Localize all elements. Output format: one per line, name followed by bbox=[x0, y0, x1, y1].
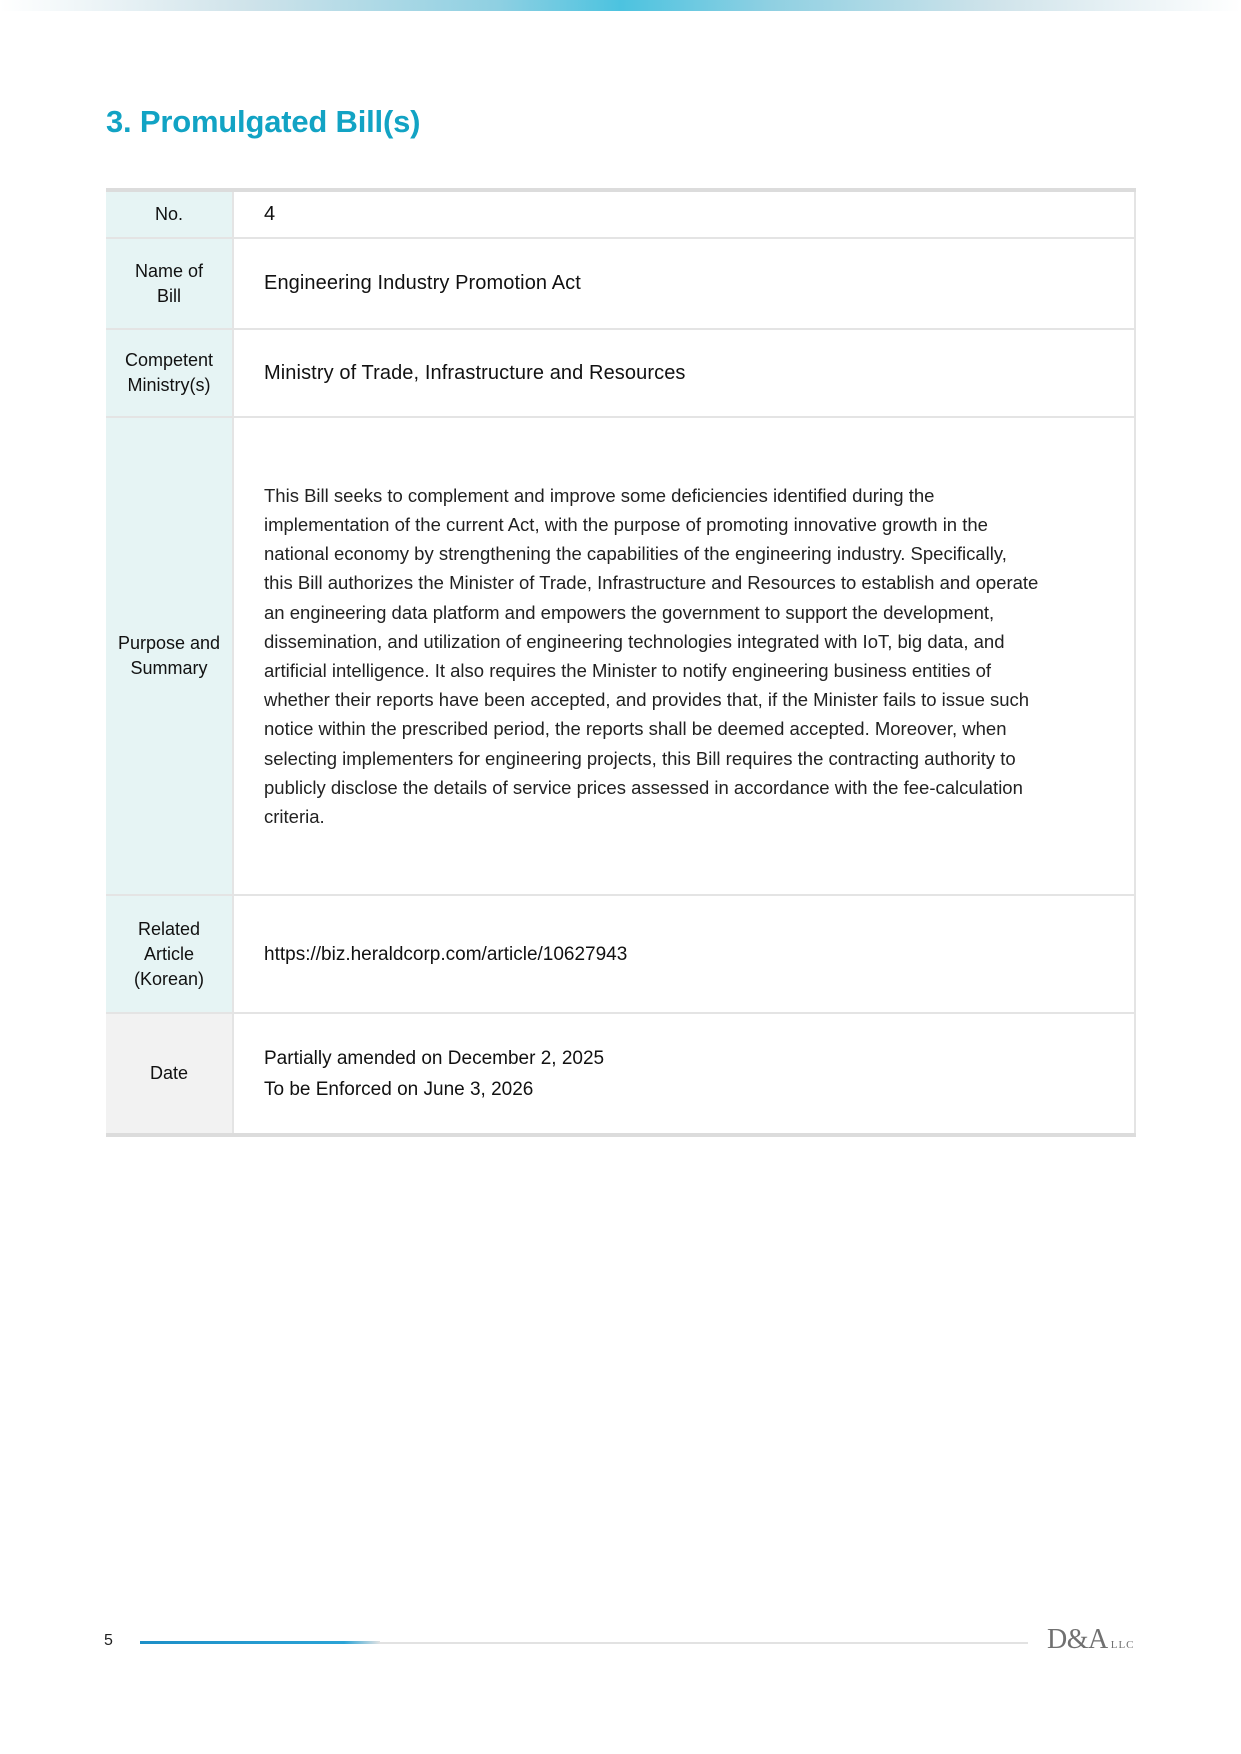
purpose-value bbox=[233, 417, 1135, 895]
company-logo bbox=[1047, 1624, 1135, 1656]
purpose-paragraph bbox=[264, 481, 1094, 831]
section-title: 3. Promulgated Bill(s) bbox=[106, 104, 421, 139]
purpose-line: This Bill seeks to complement and improve some deficiencies identified during the bbox=[264, 484, 935, 506]
article-label bbox=[106, 895, 233, 1013]
logo-text: D&A bbox=[1047, 1624, 1108, 1655]
article-link[interactable]: https://biz.heraldcorp.com/article/10627943 bbox=[264, 943, 628, 965]
date-value bbox=[233, 1013, 1135, 1135]
purpose-line: dissemination, and utilization of engineering technologies integrated with IoT, big data, and bbox=[264, 630, 1005, 652]
bill-table bbox=[106, 188, 1136, 1137]
table-row-name bbox=[106, 238, 1135, 329]
date-enforced: To be Enforced on June 3, 2026 bbox=[264, 1078, 534, 1100]
purpose-line: whether their reports have been accepted, and provides that, if the Minister fails to issue such bbox=[264, 689, 1030, 711]
logo-suffix: LLC bbox=[1110, 1639, 1135, 1651]
ministry-value: Ministry of Trade, Infrastructure and Resources bbox=[233, 329, 1135, 417]
table-row-article bbox=[106, 895, 1135, 1013]
page-number: 5 bbox=[104, 1632, 113, 1649]
name-label-line-2: Bill bbox=[156, 285, 181, 306]
footer-progress-accent bbox=[140, 1641, 380, 1644]
article-label-line-1: Related bbox=[137, 918, 201, 939]
table-row-date bbox=[106, 1013, 1135, 1135]
purpose-line: implementation of the current Act, with the purpose of promoting innovative growth in the bbox=[264, 513, 988, 535]
purpose-line: national economy by strengthening the capabilities of the engineering industry. Specifically, bbox=[264, 543, 1007, 565]
no-value: 4 bbox=[233, 190, 1135, 238]
no-label: No. bbox=[106, 190, 233, 238]
purpose-line: selecting implementers for engineering projects, this Bill requires the contracting authority to bbox=[264, 747, 1016, 769]
table-row-ministry bbox=[106, 329, 1135, 417]
table-row-no bbox=[106, 190, 1135, 238]
name-label bbox=[106, 238, 233, 329]
purpose-line: criteria. bbox=[264, 806, 325, 828]
article-label-line-2: Article bbox=[143, 943, 194, 964]
date-label: Date bbox=[106, 1013, 233, 1135]
date-amended: Partially amended on December 2, 2025 bbox=[264, 1047, 605, 1069]
purpose-label-line-2: Summary bbox=[130, 658, 208, 678]
name-label-line-1: Name of bbox=[134, 260, 204, 281]
table-row-purpose bbox=[106, 417, 1135, 895]
article-value bbox=[233, 895, 1135, 1013]
purpose-line: an engineering data platform and empowers the government to support the development, bbox=[264, 601, 995, 623]
purpose-label-line-1: Purpose and bbox=[117, 633, 221, 653]
bill-name-value: Engineering Industry Promotion Act bbox=[233, 238, 1135, 329]
top-gradient-bar bbox=[0, 0, 1241, 11]
ministry-label bbox=[106, 329, 233, 417]
purpose-label bbox=[106, 417, 233, 895]
purpose-line: publicly disclose the details of service prices assessed in accordance with the fee-calculation bbox=[264, 776, 1023, 798]
article-label-line-3: (Korean) bbox=[133, 968, 205, 989]
purpose-line: this Bill authorizes the Minister of Trade, Infrastructure and Resources to establish and operate bbox=[264, 572, 1039, 594]
ministry-label-line-1: Competent bbox=[124, 350, 214, 370]
purpose-line: notice within the prescribed period, the reports shall be deemed accepted. Moreover, when bbox=[264, 718, 1007, 740]
purpose-line: artificial intelligence. It also requires the Minister to notify engineering business entities of bbox=[264, 660, 992, 681]
ministry-label-line-2: Ministry(s) bbox=[127, 375, 211, 395]
